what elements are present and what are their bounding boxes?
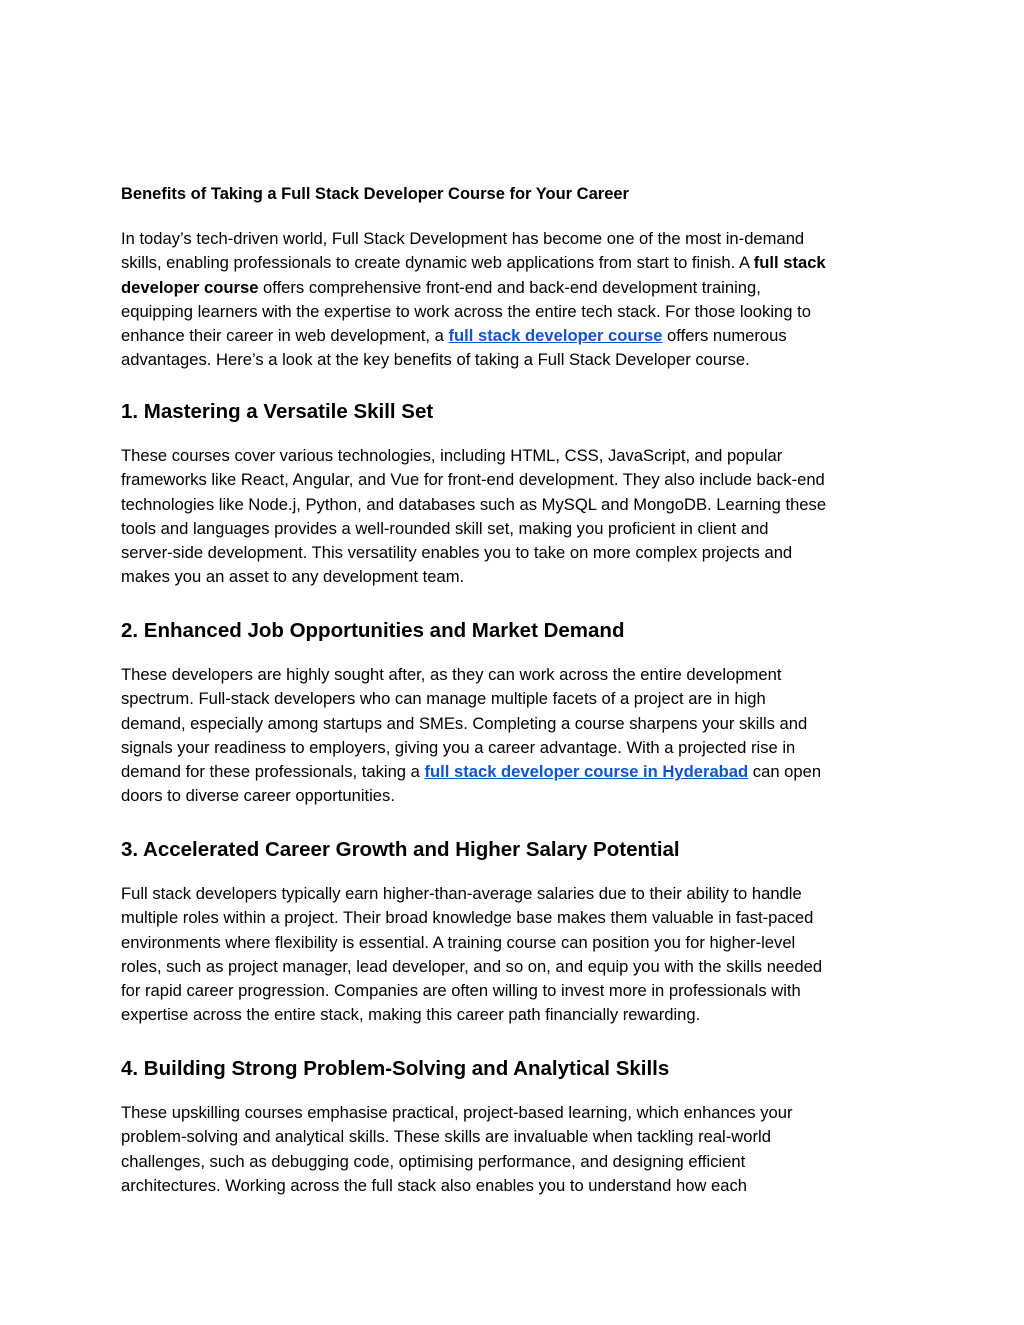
section-paragraph [121,444,911,590]
section-heading: 3. Accelerated Career Growth and Higher Salary Potential [121,838,680,861]
paragraph-line: environments where flexibility is essential. A training course can position you for higher-level [121,932,796,952]
intro-text: offers numerous [662,326,787,346]
intro-line [121,251,911,275]
full-stack-course-link[interactable]: full stack developer course [448,326,663,346]
paragraph-line: problem-solving and analytical skills. These skills are invaluable when tackling real-world [121,1127,771,1147]
document-title: Benefits of Taking a Full Stack Developer Course for Your Career [121,185,629,203]
intro-text: enhance their career in web development, a [121,326,449,346]
paragraph-line: These courses cover various technologies, including HTML, CSS, JavaScript, and popular [121,446,783,465]
intro-paragraph [121,227,911,373]
intro-line: advantages. Here’s a look at the key benefits of taking a Full Stack Developer course. [121,350,750,370]
paragraph-text: demand for these professionals, taking a [121,762,425,782]
intro-line [121,324,911,348]
section-paragraph [121,882,911,1028]
paragraph-line: doors to diverse career opportunities. [121,786,395,806]
paragraph-line: for rapid career progression. Companies are often willing to invest more in professionals with [121,981,801,1001]
paragraph-line: challenges, such as debugging code, optimising performance, and designing efficient [121,1151,746,1171]
section-heading: 4. Building Strong Problem-Solving and Analytical Skills [121,1057,670,1080]
intro-line: In today’s tech-driven world, Full Stack Development has become one of the most in-demand [121,229,805,248]
paragraph-line: signals your readiness to employers, giving you a career advantage. With a projected rise in [121,737,796,757]
paragraph-line: multiple roles within a project. Their broad knowledge base makes them valuable in fast-paced [121,908,814,928]
intro-text: skills, enabling professionals to create dynamic web applications from start to finish. A [121,253,754,273]
paragraph-line: These developers are highly sought after, as they can work across the entire development [121,665,782,684]
paragraph-line: tools and languages provides a well-rounded skill set, making you proficient in client and [121,518,769,538]
section-paragraph [121,1101,911,1198]
paragraph-line: server-side development. This versatility enables you to take on more complex projects and [121,543,793,563]
paragraph-line: These upskilling courses emphasise practical, project-based learning, which enhances your [121,1103,793,1122]
paragraph-line: expertise across the entire stack, making this career path financially rewarding. [121,1005,701,1025]
intro-bold-text: full stack [753,253,826,273]
section-heading: 2. Enhanced Job Opportunities and Market Demand [121,619,625,642]
paragraph-line: demand, especially among startups and SMEs. Completing a course sharpens your skills and [121,713,808,733]
paragraph-line: makes you an asset to any development team. [121,567,465,587]
paragraph-line: frameworks like React, Angular, and Vue for front-end development. They also include back-end [121,470,825,490]
section-paragraph [121,663,911,809]
paragraph-line: roles, such as project manager, lead developer, and so on, and equip you with the skills needed [121,956,823,976]
intro-line [121,276,911,300]
paragraph-line: architectures. Working across the full stack also enables you to understand how each [121,1175,747,1195]
hyderabad-course-link[interactable]: full stack developer course in Hyderabad [424,762,749,782]
section-heading: 1. Mastering a Versatile Skill Set [121,400,434,423]
intro-text: offers comprehensive front-end and back-end development training, [258,277,761,297]
intro-bold-text: developer course [121,277,259,297]
paragraph-text: can open [748,762,822,782]
paragraph-line: spectrum. Full-stack developers who can manage multiple facets of a project are in high [121,689,766,709]
paragraph-line: technologies like Node.j, Python, and databases such as MySQL and MongoDB. Learning these [121,494,827,514]
paragraph-line [121,760,911,784]
intro-line: equipping learners with the expertise to work across the entire tech stack. For those looking to [121,301,811,321]
paragraph-line: Full stack developers typically earn higher-than-average salaries due to their ability to handle [121,884,802,903]
